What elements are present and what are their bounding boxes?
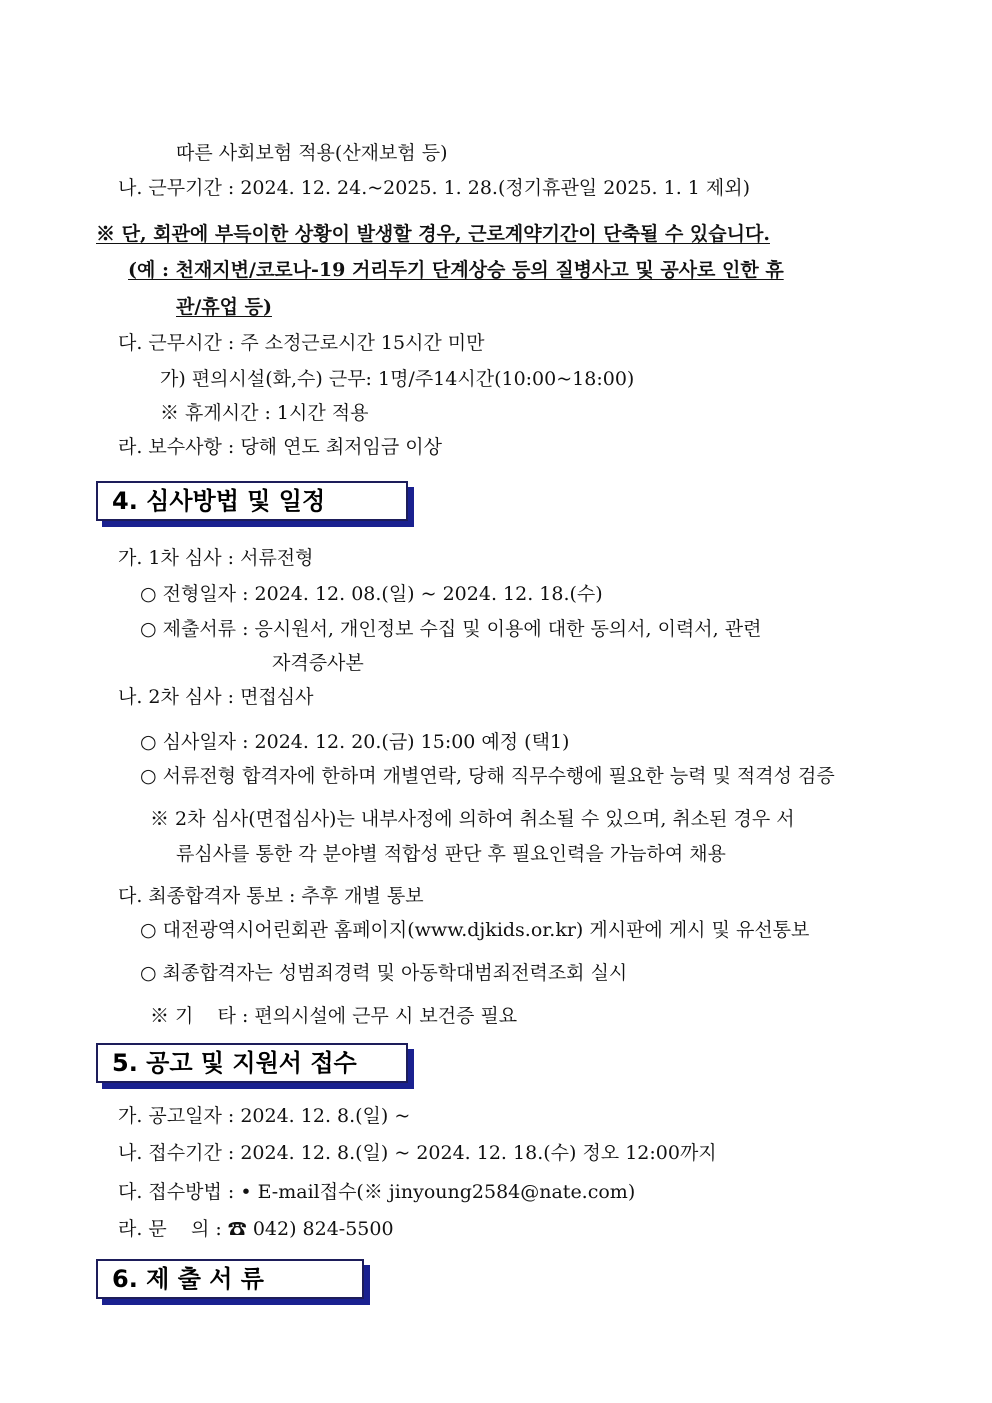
text-line: 나. 접수기간 : 2024. 12. 8.(일) ~ 2024. 12. 18.(수) 정오 12:00까지 bbox=[118, 1142, 717, 1164]
list-item: ○ 최종합격자는 성범죄경력 및 아동학대범죄전력조회 실시 bbox=[140, 962, 628, 984]
text-line: 나. 2차 심사 : 면접심사 bbox=[118, 686, 314, 708]
pay: 라. 보수사항 : 당해 연도 최저임금 이상 bbox=[118, 436, 442, 458]
notice-line-3: 관/휴업 등) bbox=[176, 296, 272, 318]
text-line: 따른 사회보험 적용(산재보험 등) bbox=[176, 142, 448, 164]
text-line: ※ 기 타 : 편의시설에 근무 시 보건증 필요 bbox=[150, 1005, 518, 1027]
section-heading-6: 6. 제 출 서 류 bbox=[96, 1259, 364, 1299]
work-hours: 다. 근무시간 : 주 소정근로시간 15시간 미만 bbox=[118, 332, 485, 354]
text-line: 다. 접수방법 : • E-mail접수(※ jinyoung2584@nate.com) bbox=[118, 1181, 636, 1203]
text-line: ※ 2차 심사(면접심사)는 내부사정에 의하여 취소될 수 있으며, 취소된 경우 서 bbox=[150, 808, 795, 830]
text-line: 라. 문 의 : ☎ 042) 824-5500 bbox=[118, 1218, 394, 1240]
work-hours-detail: 가) 편의시설(화,수) 근무: 1명/주14시간(10:00~18:00) bbox=[160, 368, 635, 390]
list-item: ○ 대전광역시어린회관 홈페이지(www.djkids.or.kr) 게시판에 게시 및 유선통보 bbox=[140, 919, 810, 941]
list-item: ○ 전형일자 : 2024. 12. 08.(일) ~ 2024. 12. 18.(수) bbox=[140, 583, 603, 605]
notice-line-2: (예 : 천재지변/코로나-19 거리두기 단계상승 등의 질병사고 및 공사로 인한 휴 bbox=[128, 259, 784, 281]
text-line: 가. 공고일자 : 2024. 12. 8.(일) ~ bbox=[118, 1105, 411, 1127]
text-line: 류심사를 통한 각 분야별 적합성 판단 후 필요인력을 가늠하여 채용 bbox=[176, 843, 726, 865]
list-item: 자격증사본 bbox=[272, 652, 364, 674]
section-heading-4: 4. 심사방법 및 일정 bbox=[96, 481, 408, 521]
text-line: 가. 1차 심사 : 서류전형 bbox=[118, 547, 314, 569]
list-item: ○ 심사일자 : 2024. 12. 20.(금) 15:00 예정 (택1) bbox=[140, 731, 570, 753]
list-item: ○ 제출서류 : 응시원서, 개인정보 수집 및 이용에 대한 동의서, 이력서, 관련 bbox=[140, 618, 762, 640]
section-heading-5: 5. 공고 및 지원서 접수 bbox=[96, 1043, 408, 1083]
break-time: ※ 휴게시간 : 1시간 적용 bbox=[160, 402, 369, 424]
work-period: 나. 근무기간 : 2024. 12. 24.~2025. 1. 28.(정기휴관일 2025. 1. 1 제외) bbox=[118, 177, 751, 199]
text-line: 다. 최종합격자 통보 : 추후 개별 통보 bbox=[118, 885, 424, 907]
notice-line-1: ※ 단, 회관에 부득이한 상황이 발생할 경우, 근로계약기간이 단축될 수 있습니다. bbox=[96, 223, 770, 245]
list-item: ○ 서류전형 합격자에 한하며 개별연락, 당해 직무수행에 필요한 능력 및 적격성 검증 bbox=[140, 765, 835, 787]
